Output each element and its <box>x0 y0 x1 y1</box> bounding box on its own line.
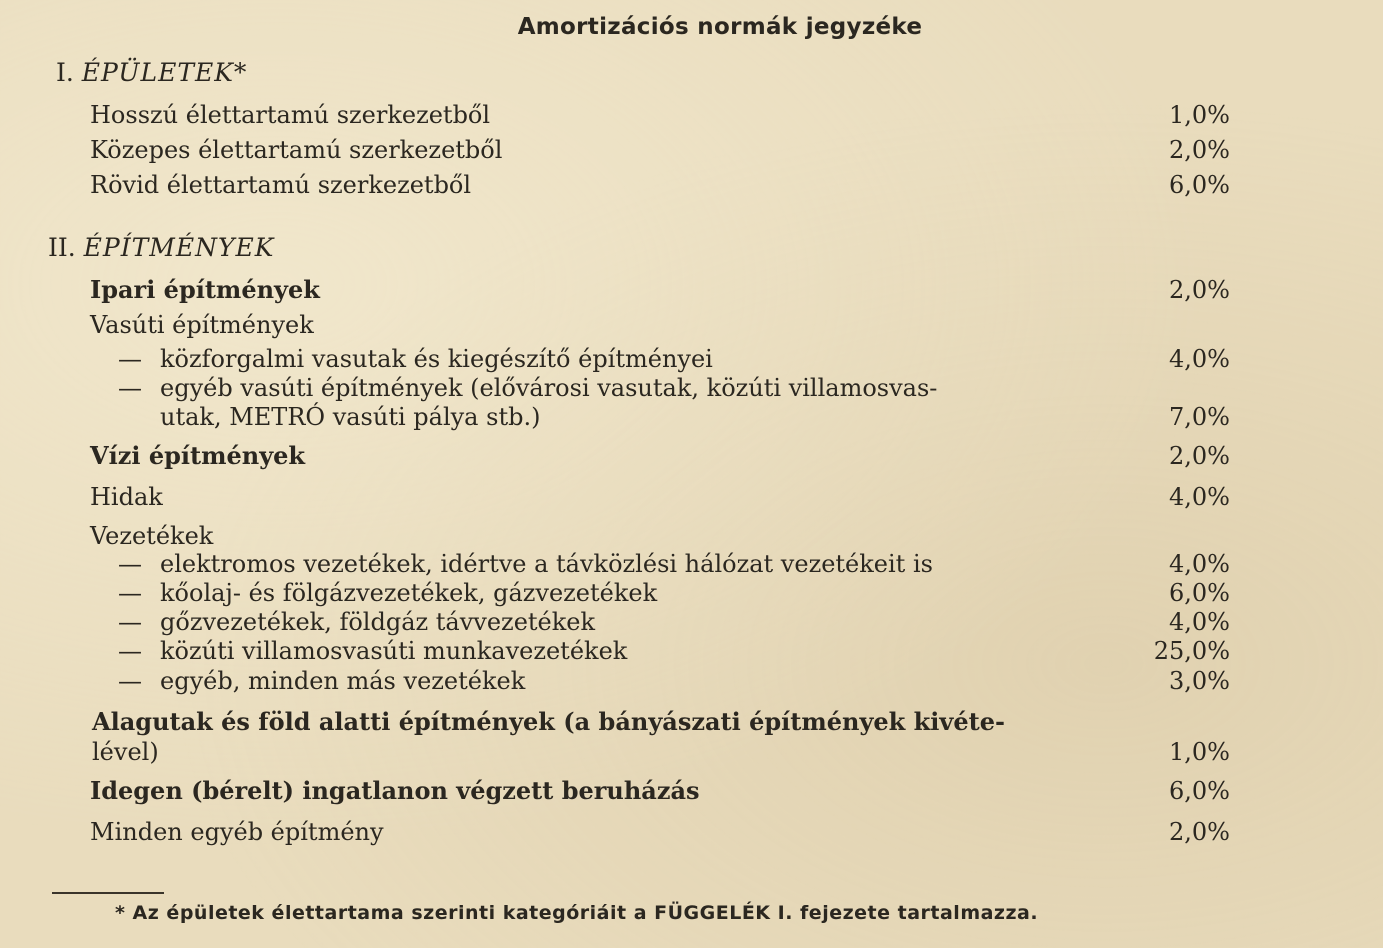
item-value: 7,0% <box>1169 403 1230 431</box>
item-label: Hosszú élettartamú szerkezetből <box>90 101 491 129</box>
dash: — <box>118 667 142 695</box>
item-label: Idegen (bérelt) ingatlanon végzett beruházás <box>90 776 700 805</box>
item-value: 4,0% <box>1169 608 1230 636</box>
section-name: ÉPÍTMÉNYEK <box>83 233 275 262</box>
sub-item <box>118 607 595 637</box>
sub-item-label: egyéb, minden más vezetékek <box>160 667 526 695</box>
item-value: 6,0% <box>1169 171 1230 199</box>
sub-item <box>118 636 627 666</box>
sub-item-label: közforgalmi vasutak és kiegészítő építményei <box>160 345 713 373</box>
item-value: 2,0% <box>1169 136 1230 164</box>
sub-item <box>118 578 657 608</box>
page-title: Amortizációs normák jegyzéke <box>517 14 923 40</box>
footnote-divider <box>52 892 164 894</box>
item-value: 25,0% <box>1153 637 1230 665</box>
sub-item-label: közúti villamosvasúti munkavezetékek <box>160 637 628 665</box>
section-heading-structures <box>48 233 274 263</box>
section-heading-buildings <box>56 58 247 88</box>
dash: — <box>118 608 142 636</box>
item-value: 6,0% <box>1169 777 1230 805</box>
item-value: 1,0% <box>1169 738 1230 766</box>
sub-item <box>118 666 525 696</box>
dash: — <box>118 550 142 578</box>
sub-item-label: elektromos vezetékek, idértve a távközlési hálózat vezetékeit is <box>160 550 933 578</box>
item-value: 4,0% <box>1169 345 1230 373</box>
section-name: ÉPÜLETEK* <box>81 58 248 87</box>
sub-item-label: gőzvezetékek, földgáz távvezetékek <box>160 608 596 636</box>
dash: — <box>118 374 142 402</box>
item-value: 2,0% <box>1169 818 1230 846</box>
item-value: 2,0% <box>1169 442 1230 470</box>
dash: — <box>118 579 142 607</box>
item-label: Közepes élettartamú szerkezetből <box>90 136 503 164</box>
item-value: 3,0% <box>1169 667 1230 695</box>
section-number: II. <box>48 233 76 262</box>
item-value: 4,0% <box>1169 550 1230 578</box>
dash: — <box>118 345 142 373</box>
item-label: Alagutak és föld alatti építmények (a bányászati építmények kivéte- <box>92 707 1005 736</box>
item-label: Hidak <box>90 483 163 511</box>
item-label: Rövid élettartamú szerkezetből <box>90 171 472 199</box>
item-label: Ipari építmények <box>90 275 320 304</box>
sub-item <box>118 549 933 579</box>
item-value: 2,0% <box>1169 276 1230 304</box>
item-label-continued: lével) <box>92 738 159 766</box>
item-label: Minden egyéb építmény <box>90 818 384 846</box>
sub-item-label: kőolaj- és fölgázvezetékek, gázvezetékek <box>160 579 658 607</box>
group-label: Vasúti építmények <box>90 311 314 339</box>
group-label: Vezetékek <box>90 522 214 550</box>
footnote: * Az épületek élettartama szerinti kategóriáit a FÜGGELÉK I. fejezete tartalmazza. <box>115 902 1039 924</box>
item-value: 6,0% <box>1169 579 1230 607</box>
sub-item <box>118 373 937 403</box>
dash: — <box>118 637 142 665</box>
item-value: 4,0% <box>1169 483 1230 511</box>
item-label: Vízi építmények <box>90 441 306 470</box>
sub-item-label-continued: utak, METRÓ vasúti pálya stb.) <box>160 403 541 431</box>
section-number: I. <box>56 58 74 87</box>
sub-item <box>118 344 713 374</box>
sub-item-label: egyéb vasúti építmények (elővárosi vasutak, közúti villamosvas- <box>160 374 938 402</box>
item-value: 1,0% <box>1169 101 1230 129</box>
